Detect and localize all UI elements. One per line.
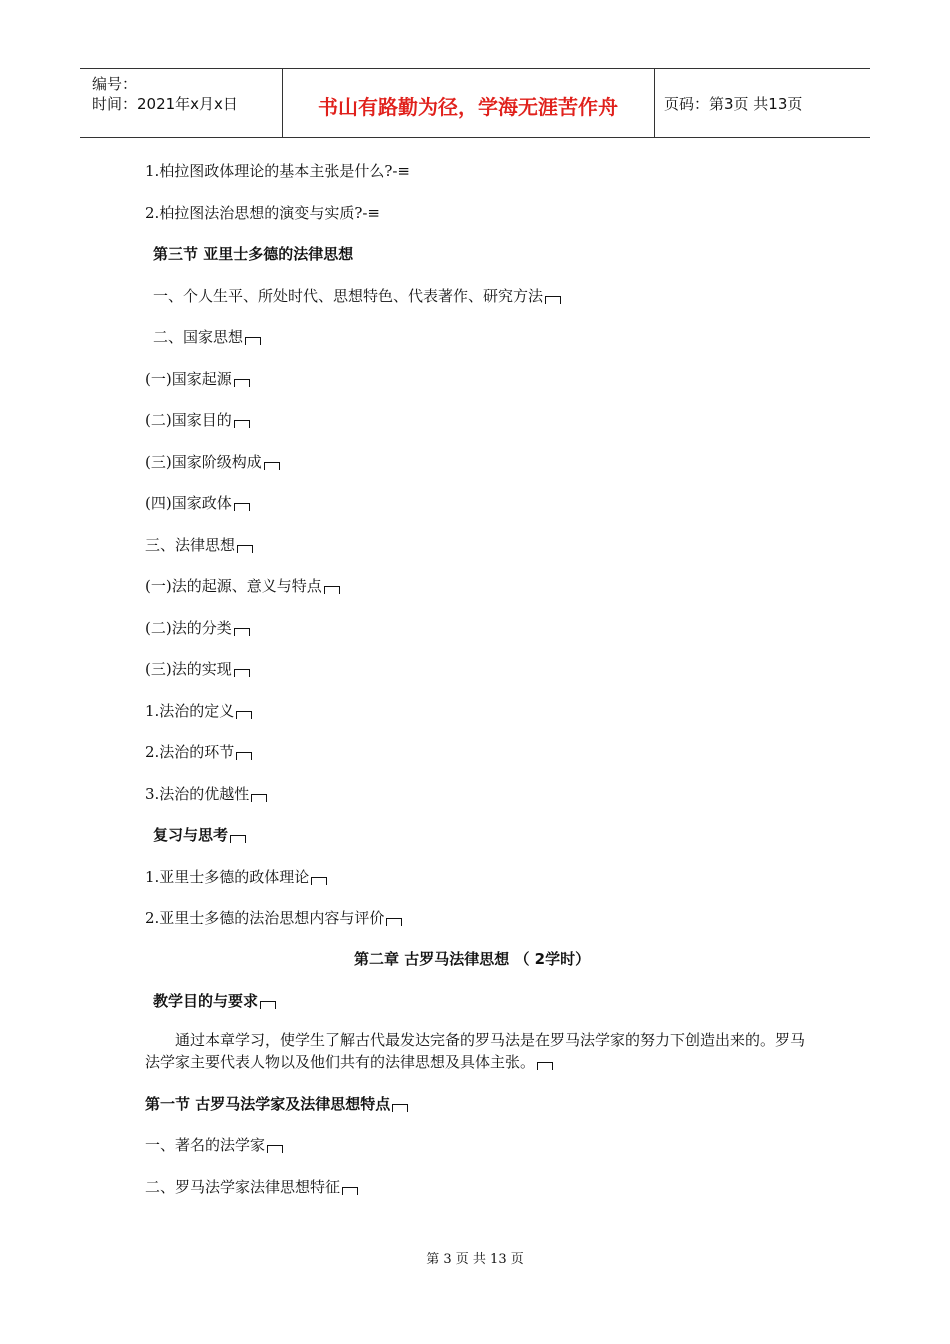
- outline-item: [145, 368, 250, 389]
- line-text: (一)国家起源: [145, 370, 232, 388]
- line-text: 3.法治的优越性: [145, 785, 250, 803]
- line-text: 三、法律思想: [145, 536, 236, 554]
- line-text: (一)法的起源、意义与特点: [145, 577, 322, 595]
- outline-item: [145, 451, 280, 472]
- line-text: 一、著名的法学家: [145, 1136, 266, 1154]
- header-motto-cell: [282, 69, 655, 137]
- line-text: 第一节 古罗马法学家及法律思想特点: [145, 1095, 391, 1113]
- line-text: 第三节 亚里士多德的法律思想: [153, 245, 354, 263]
- paragraph-mark-icon: [234, 628, 250, 636]
- paragraph-mark-icon: [264, 462, 280, 470]
- outline-item: [153, 285, 561, 306]
- document-number-label: 编号：: [92, 75, 138, 93]
- line-text: 一、个人生平、所处时代、思想特色、代表著作、研究方法: [153, 287, 544, 305]
- line-text: (四)国家政体: [145, 494, 232, 512]
- page-footer: 第 3 页 共 13 页: [426, 1252, 524, 1267]
- paragraph-mark-icon: [234, 503, 250, 511]
- paragraph-mark-icon: [267, 1145, 283, 1153]
- paragraph-mark-icon: [324, 586, 340, 594]
- paragraph-mark-icon: [234, 379, 250, 387]
- line-text: 2.亚里士多德的法治思想内容与评价: [145, 909, 385, 927]
- paragraph-mark-icon: [245, 337, 261, 345]
- paragraph-mark-icon: [236, 711, 252, 719]
- question-line: [145, 202, 380, 223]
- question-line: [145, 866, 327, 887]
- paragraph-mark-icon: [251, 794, 267, 802]
- paragraph-mark-icon: [342, 1187, 358, 1195]
- line-text: 第二章 古罗马法律思想 （ 2学时）: [354, 950, 591, 968]
- objectives-heading: [153, 990, 276, 1011]
- paragraph-mark-icon: [260, 1001, 276, 1009]
- line-text: 1.亚里士多德的政体理论: [145, 868, 310, 886]
- review-heading: [153, 824, 246, 845]
- line-text: 2.法治的环节: [145, 743, 235, 761]
- section-heading: [145, 1093, 408, 1114]
- section-heading: [153, 243, 353, 264]
- objectives-paragraph: [145, 1029, 810, 1073]
- outline-item: [153, 326, 261, 347]
- line-text: 2.柏拉图法治思想的演变与实质?-≡: [145, 204, 380, 222]
- paragraph-mark-icon: [237, 545, 253, 553]
- outline-item: [145, 1176, 358, 1197]
- header-page-number: 页码：第3页 共13页: [664, 95, 803, 113]
- outline-item: [145, 1134, 283, 1155]
- paragraph-mark-icon: [230, 835, 246, 843]
- paragraph-mark-icon: [311, 877, 327, 885]
- paragraph-mark-icon: [234, 420, 250, 428]
- line-text: 复习与思考: [153, 826, 229, 844]
- line-text: 二、罗马法学家法律思想特征: [145, 1178, 341, 1196]
- chapter-title: [354, 948, 590, 969]
- header-motto: 书山有路勤为径，学海无涯苦作舟: [318, 95, 618, 119]
- line-text: (二)国家目的: [145, 411, 232, 429]
- outline-item: [145, 658, 250, 679]
- outline-item: [145, 700, 252, 721]
- line-text: 1.法治的定义: [145, 702, 235, 720]
- outline-item: [145, 534, 253, 555]
- paragraph-mark-icon: [236, 752, 252, 760]
- document-time-label: 时间：2021年x月x日: [92, 95, 238, 113]
- page-header: [80, 68, 870, 138]
- outline-item: [145, 617, 250, 638]
- paragraph-mark-icon: [537, 1062, 553, 1070]
- paragraph-text: 通过本章学习，使学生了解古代最发达完备的罗马法是在罗马法学家的努力下创造出来的。罗马法学家主要代表人物以及他们共有的法律思想及具体主张。: [145, 1031, 806, 1071]
- line-text: 二、国家思想: [153, 328, 244, 346]
- question-line: [145, 907, 402, 928]
- header-page-cell: [654, 69, 870, 137]
- paragraph-mark-icon: [234, 669, 250, 677]
- paragraph-mark-icon: [545, 296, 561, 304]
- outline-item: [145, 783, 267, 804]
- question-line: [145, 160, 410, 181]
- paragraph-mark-icon: [392, 1104, 408, 1112]
- paragraph-mark-icon: [386, 918, 402, 926]
- line-text: (三)法的实现: [145, 660, 232, 678]
- outline-item: [145, 409, 250, 430]
- outline-item: [145, 741, 252, 762]
- line-text: 1.柏拉图政体理论的基本主张是什么?-≡: [145, 162, 410, 180]
- line-text: 教学目的与要求: [153, 992, 259, 1010]
- outline-item: [145, 492, 250, 513]
- line-text: (三)国家阶级构成: [145, 453, 262, 471]
- outline-item: [145, 575, 340, 596]
- header-meta-cell: [80, 69, 283, 137]
- line-text: (二)法的分类: [145, 619, 232, 637]
